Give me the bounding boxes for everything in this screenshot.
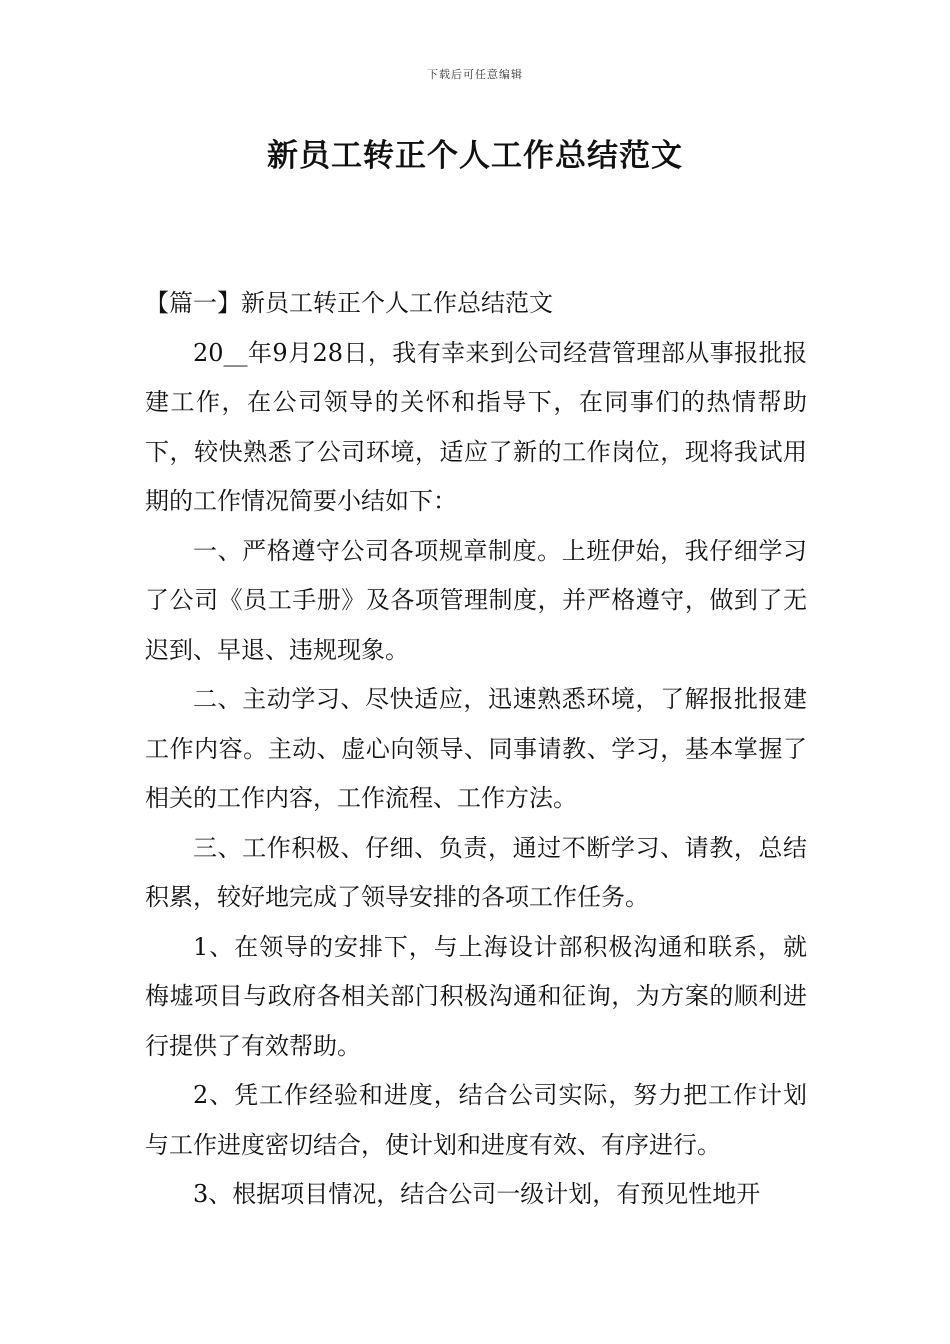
paragraph-point-1: 一、严格遵守公司各项规章制度。上班伊始，我仔细学习了公司《员工手册》及各项管理制度，并严格遵守，做到了无迟到、早退、违规现象。: [145, 536, 807, 664]
paragraph-point-2: 二、主动学习、尽快适应，迅速熟悉环境，了解报批报建工作内容。主动、虚心向领导、同事请教、学习，基本掌握了相关的工作内容，工作流程、工作方法。: [145, 685, 807, 812]
document-body: [145, 279, 807, 1220]
paragraph-intro: 20__年9月28日，我有幸来到公司经营管理部从事报批报建工作，在公司领导的关怀和指导下，在同事们的热情帮助下，较快熟悉了公司环境，适应了新的工作岗位，现将我试用期的工作情况简要小结如下：: [145, 338, 807, 515]
document-title: 新员工转正个人工作总结范文: [267, 138, 683, 174]
paragraph-point-3: 三、工作积极、仔细、负责，通过不断学习、请教，总结积累，较好地完成了领导安排的各项工作任务。: [145, 833, 807, 911]
paragraph-subpoint-3: 3、根据项目情况，结合公司一级计划，有预见性地开: [193, 1180, 761, 1208]
paragraph-subpoint-2: 2、凭工作经验和进度，结合公司实际，努力把工作计划与工作进度密切结合，使计划和进度有效、有序进行。: [145, 1081, 807, 1159]
paragraph-subpoint-1: 1、在领导的安排下，与上海设计部积极沟通和联系，就梅墟项目与政府各相关部门积极沟通和征询，为方案的顺利进行提供了有效帮助。: [145, 932, 807, 1060]
section-heading: 【篇一】新员工转正个人工作总结范文: [145, 289, 553, 317]
header-note: 下载后可任意编辑: [427, 68, 523, 81]
